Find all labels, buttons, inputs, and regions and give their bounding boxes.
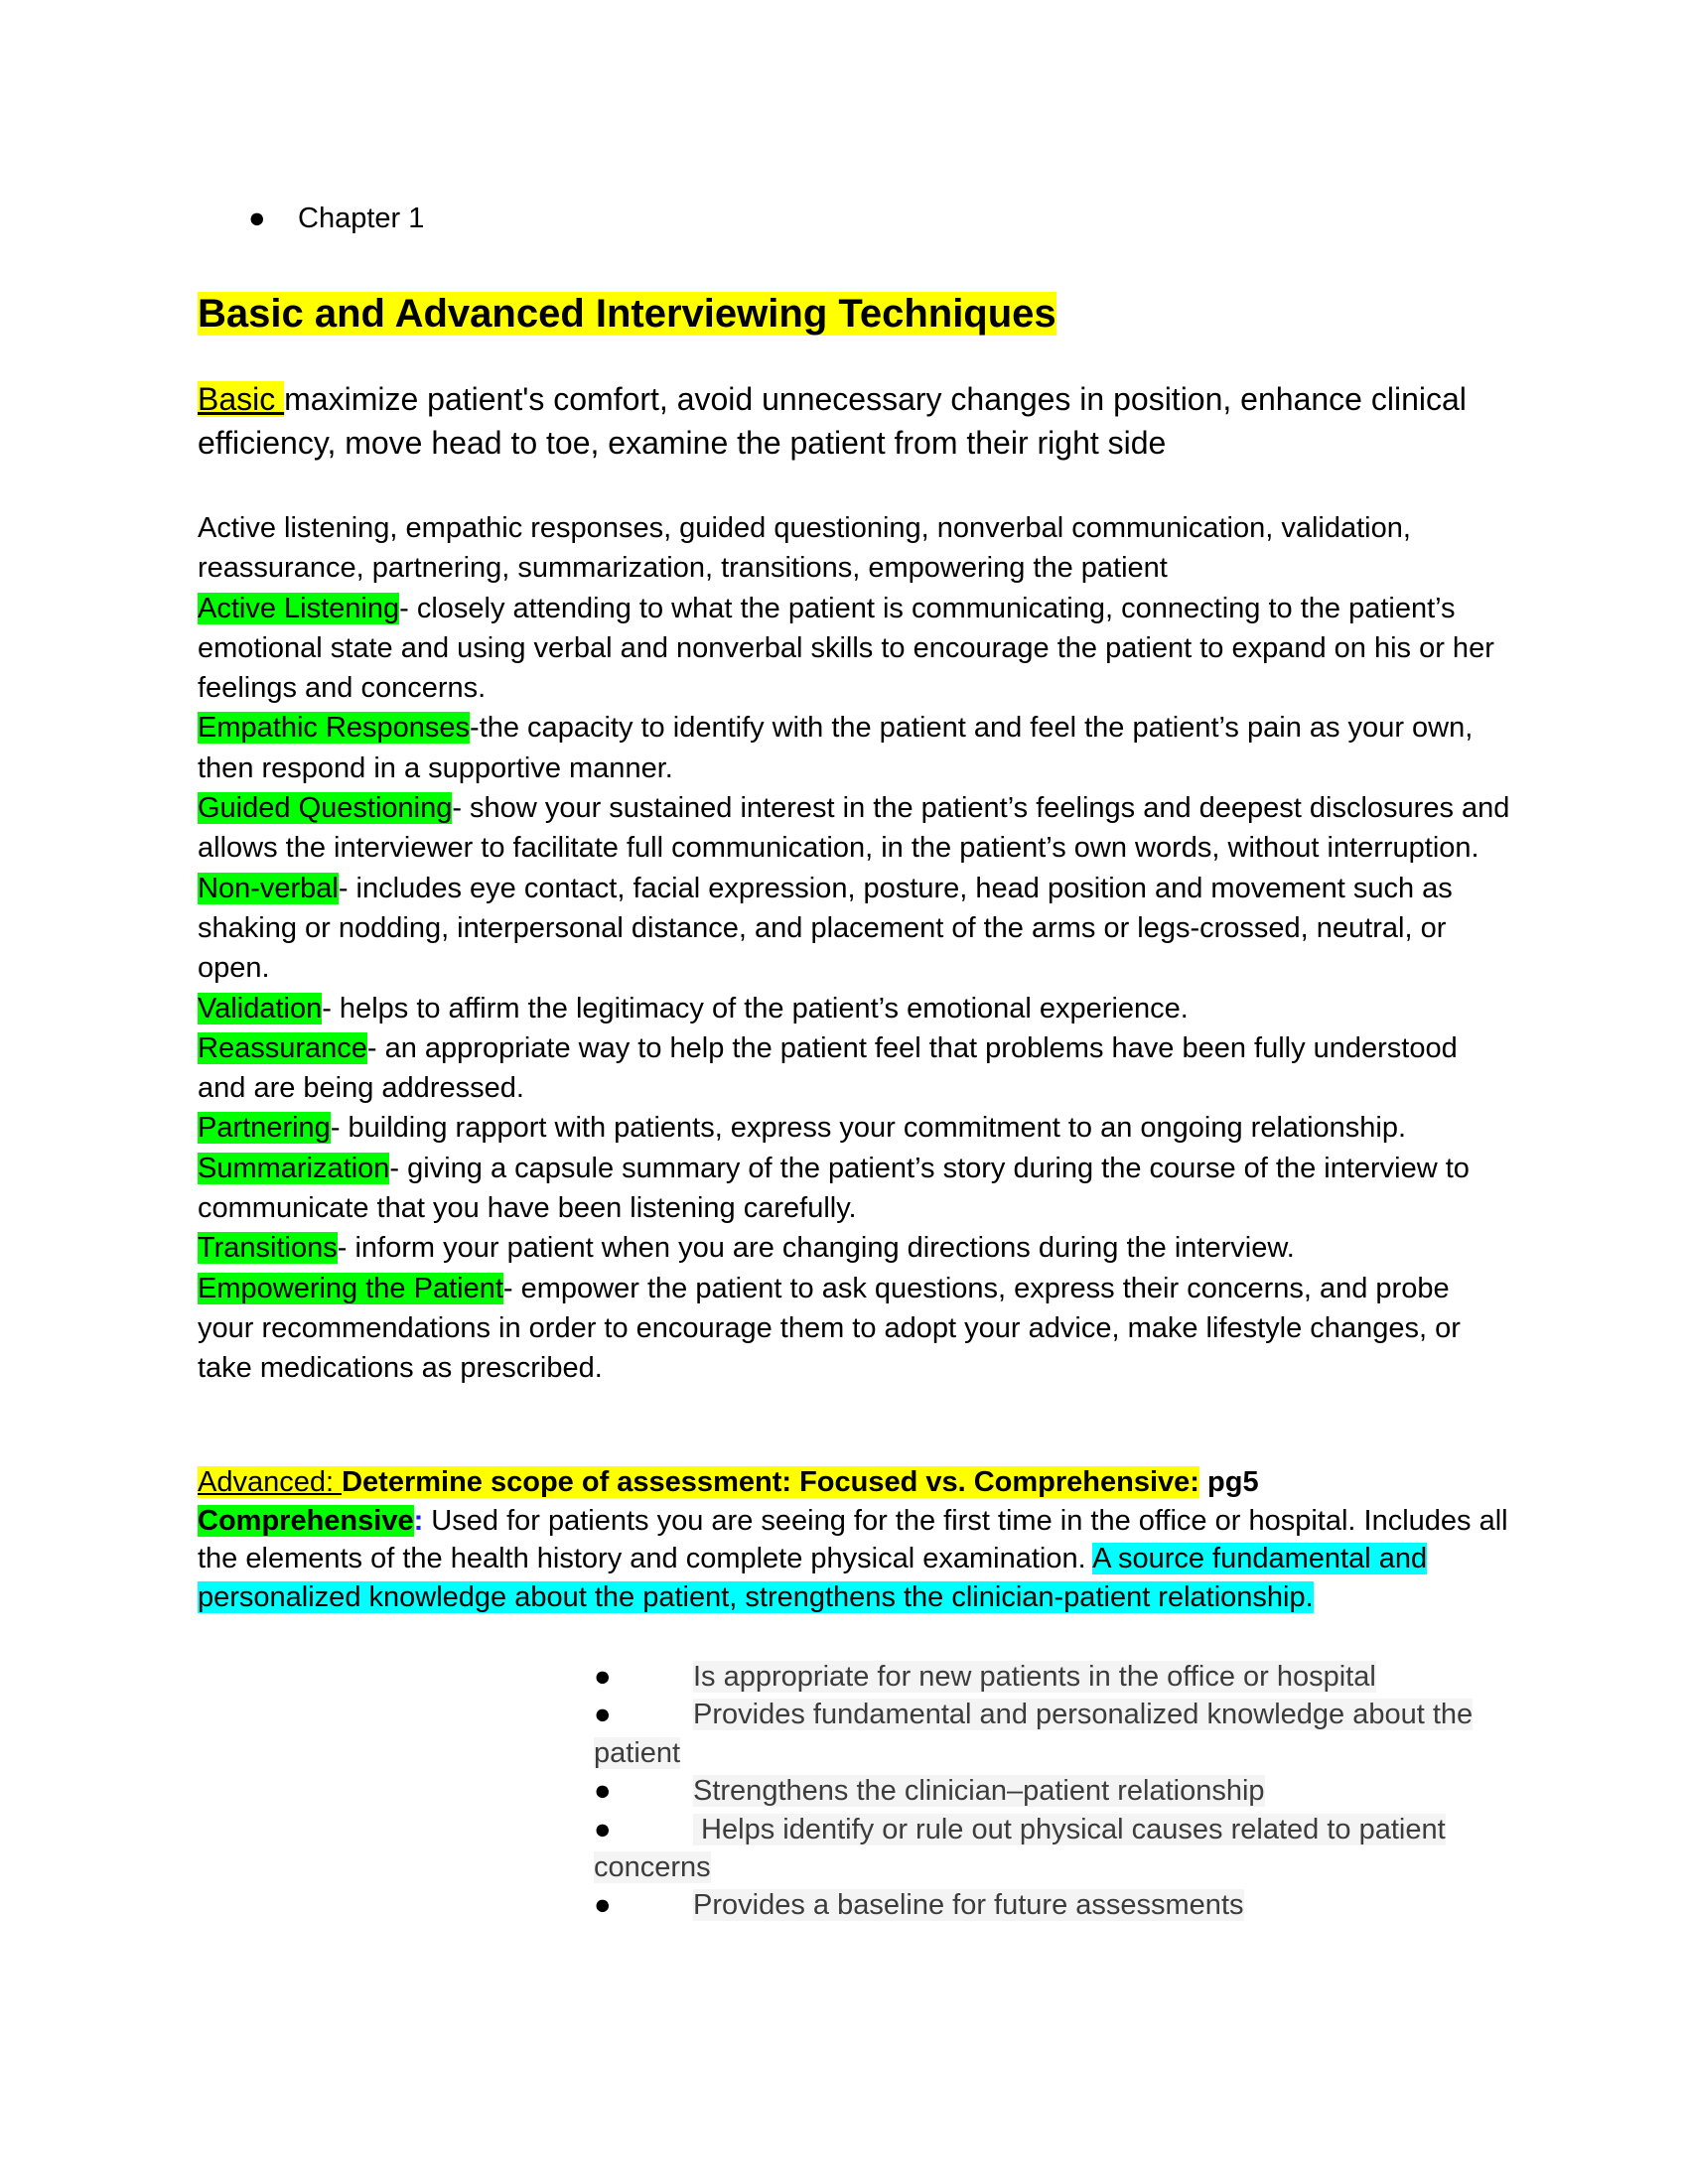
- technique-text: - inform your patient when you are changing directions during the interview.: [337, 1232, 1295, 1265]
- bullet-icon: ●: [594, 1661, 612, 1693]
- technique-item: [198, 1108, 1513, 1148]
- chapter-list-item: [248, 199, 424, 238]
- technique-text: - giving a capsule summary of the patient’s story during the course of the interview to communicate that you have been listening carefully.: [198, 1152, 1470, 1225]
- list-item-text: Is appropriate for new patients in the office or hospital: [693, 1661, 1376, 1693]
- technique-term: Non-verbal: [198, 872, 339, 904]
- technique-item: [198, 869, 1513, 989]
- list-item: [594, 1886, 1487, 1924]
- list-item-text: Helps identify or rule out physical causes related to patient concerns: [594, 1813, 1446, 1884]
- technique-text: - building rapport with patients, express your commitment to an ongoing relationship.: [330, 1112, 1407, 1145]
- basic-text: maximize patient's comfort, avoid unnecessary changes in position, enhance clinical efficiency, move head to toe, examine the patient from their right side: [198, 381, 1467, 461]
- technique-text: - helps to affirm the legitimacy of the patient’s emotional experience.: [322, 992, 1189, 1024]
- list-item: [594, 1658, 1487, 1696]
- technique-term: Partnering: [198, 1112, 331, 1145]
- technique-item: [198, 788, 1513, 869]
- document-title: [198, 288, 1056, 340]
- bullet-icon: ●: [594, 1775, 612, 1808]
- technique-term: Transitions: [198, 1232, 338, 1265]
- basic-paragraph: [198, 377, 1508, 465]
- technique-text: - show your sustained interest in the patient’s feelings and deepest disclosures and allows the interviewer to facilitate full communication, in the patient’s own words, without interruption.: [198, 792, 1510, 865]
- bullet-icon: ●: [594, 1889, 612, 1922]
- chapter-label: Chapter 1: [298, 203, 425, 234]
- benefits-list: [594, 1658, 1487, 1925]
- advanced-heading-line: [198, 1463, 1518, 1502]
- comprehensive-highlight: A source fundamental and personalized knowledge about the patient, strengthens the clinician-patient relationship.: [198, 1543, 1428, 1613]
- technique-item: [198, 589, 1513, 709]
- list-item-text: Provides fundamental and personalized knowledge about the patient: [594, 1699, 1474, 1769]
- technique-item: [198, 1149, 1513, 1229]
- basic-term: Basic: [198, 381, 285, 417]
- list-item-text: Provides a baseline for future assessments: [693, 1889, 1244, 1922]
- comprehensive-term: Comprehensive: [198, 1504, 414, 1537]
- technique-term: Guided Questioning: [198, 792, 453, 825]
- page-reference: pg5: [1198, 1466, 1259, 1498]
- list-item: [594, 1811, 1487, 1887]
- comprehensive-text: Used for patients you are seeing for the first time in the office or hospital. Includes all the elements of the health history and complete physical examination.: [198, 1504, 1508, 1574]
- technique-text: - an appropriate way to help the patient feel that problems have been fully understood and are being addressed.: [198, 1031, 1458, 1105]
- technique-text: -the capacity to identify with the patient and feel the patient’s pain as your own, then respond in a supportive manner.: [198, 712, 1474, 784]
- list-item: [594, 1696, 1487, 1772]
- technique-term: Validation: [198, 992, 323, 1024]
- advanced-heading: Determine scope of assessment: Focused vs. Comprehensive:: [342, 1466, 1199, 1498]
- technique-item: [198, 708, 1513, 788]
- comprehensive-colon: :: [413, 1504, 424, 1537]
- technique-term: Empowering the Patient: [198, 1272, 503, 1304]
- technique-text: - empower the patient to ask questions, express their concerns, and probe your recommendations in order to encourage them to adopt your advice, make lifestyle changes, or take medications as prescribed.: [198, 1272, 1461, 1385]
- technique-item: [198, 1228, 1513, 1268]
- bullet-icon: ●: [594, 1813, 612, 1845]
- technique-term: Empathic Responses: [198, 712, 471, 745]
- technique-item: [198, 1028, 1513, 1109]
- technique-item: [198, 989, 1513, 1028]
- advanced-section: [198, 1463, 1518, 1616]
- techniques-section: [198, 508, 1513, 1389]
- list-item: [594, 1772, 1487, 1810]
- bullet-icon: ●: [248, 203, 266, 234]
- comprehensive-paragraph: [198, 1502, 1518, 1617]
- title-text: Basic and Advanced Interviewing Techniques: [198, 292, 1056, 336]
- technique-term: Reassurance: [198, 1031, 367, 1064]
- advanced-term: Advanced:: [198, 1466, 343, 1498]
- technique-term: Active Listening: [198, 592, 400, 624]
- bullet-icon: ●: [594, 1699, 612, 1731]
- list-item-text: Strengthens the clinician–patient relationship: [693, 1775, 1265, 1808]
- technique-item: [198, 1269, 1513, 1389]
- techniques-intro: Active listening, empathic responses, guided questioning, nonverbal communication, validation, reassurance, partnering, summarization, transitions, empowering the patient: [198, 512, 1411, 585]
- technique-term: Summarization: [198, 1152, 390, 1184]
- technique-text: - includes eye contact, facial expression, posture, head position and movement such as shaking or nodding, interpersonal distance, and placement of the arms or legs-crossed, neutral, or open.: [198, 872, 1453, 985]
- technique-text: - closely attending to what the patient is communicating, connecting to the patient’s emotional state and using verbal and nonverbal skills to encourage the patient to expand on his or her feelings and concerns.: [198, 592, 1494, 705]
